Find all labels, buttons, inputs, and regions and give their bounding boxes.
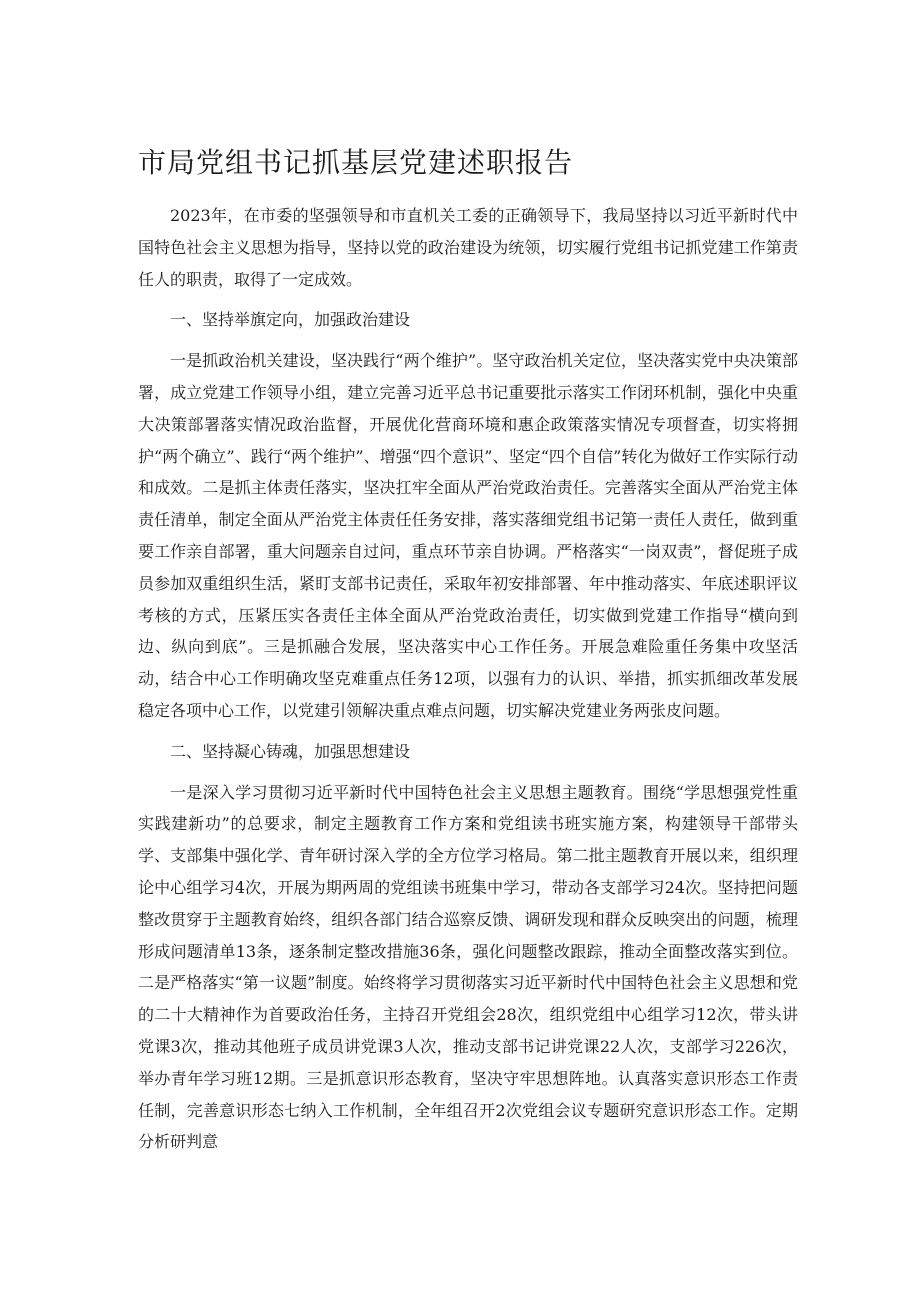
section-1-paragraph: 一是抓政治机关建设，坚决践行“两个维护”。坚守政治机关定位，坚决落实党中央决策部署，成立党建工作领导小组，建立完善习近平总书记重要批示落实工作闭环机制，强化中央重大决策部署落实情况政治监督，开展优化营商环境和惠企政策落实情况专项督查，切实将拥护“两个确立”、践行“两个维护”、增强“四个意识”、坚定“四个自信”转化为做好工作实际行动和成效。二是抓主体责任落实，坚决扛牢全面从严治党政治责任。完善落实全面从严治党主体责任清单，制定全面从严治党主体责任任务安排，落实落细党组书记第一责任人责任，做到重要工作亲自部署，重大问题亲自过问，重点环节亲自协调。严格落实“一岗双责”，督促班子成员参加双重组织生活，紧盯支部书记责任，采取年初安排部署、年中推动落实、年底述职评议考核的方式，压紧压实各责任主体全面从严治党政治责任，切实做到党建工作指导“横向到边、纵向到底”。三是抓融合发展，坚决落实中心工作任务。开展急难险重任务集中攻坚活动，结合中心工作明确攻坚克难重点任务12项，以强有力的认识、举措，抓实抓细改革发展稳定各项中心工作，以党建引领解决重点难点问题，切实解决党建业务两张皮问题。 — [138, 351, 798, 720]
document-body — [138, 200, 798, 1158]
document-title: 市局党组书记抓基层党建述职报告 — [138, 146, 574, 179]
section-2-paragraph: 一是深入学习贯彻习近平新时代中国特色社会主义思想主题教育。围绕“学思想强党性重实践建新功”的总要求，制定主题教育工作方案和党组读书班实施方案，构建领导干部带头学、支部集中强化学、青年研讨深入学的全方位学习格局。第二批主题教育开展以来，组织理论中心组学习4次，开展为期两周的党组读书班集中学习，带动各支部学习24次。坚持把问题整改贯穿于主题教育始终，组织各部门结合巡察反馈、调研发现和群众反映突出的问题，梳理形成问题清单13条，逐条制定整改措施36条，强化问题整改跟踪，推动全面整改落实到位。二是严格落实“第一议题”制度。始终将学习贯彻落实习近平新时代中国特色社会主义思想和党的二十大精神作为首要政治任务，主持召开党组会28次，组织党组中心组学习12次，带头讲党课3次，推动其他班子成员讲党课3人次，推动支部书记讲党课22人次，支部学习226次，举办青年学习班12期。三是抓意识形态教育，坚决守牢思想阵地。认真落实意识形态工作责任制，完善意识形态七纳入工作机制，全年组召开2次党组会议专题研究意识形态工作。定期分析研判意 — [138, 782, 798, 1152]
intro-paragraph: 2023年，在市委的坚强领导和市直机关工委的正确领导下，我局坚持以习近平新时代中国特色社会主义思想为指导，坚持以党的政治建设为统领，切实履行党组书记抓党建工作第责任人的职责，取得了一定成效。 — [138, 206, 798, 289]
section-heading-2: 二、坚持凝心铸魂，加强思想建设 — [170, 741, 411, 761]
section-heading-1: 一、坚持举旗定向，加强政治建设 — [170, 310, 411, 330]
